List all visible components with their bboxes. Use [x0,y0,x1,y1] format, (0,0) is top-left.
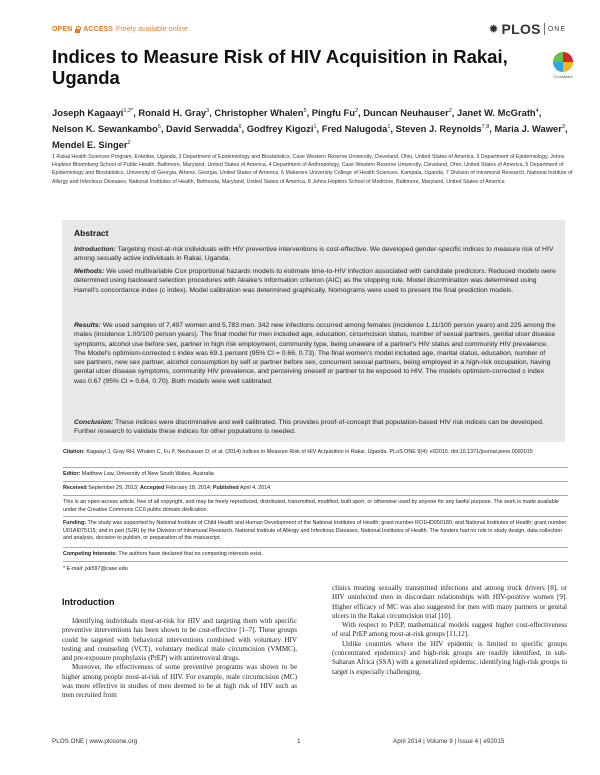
body-paragraph: Moreover, the effectiveness of some preventive programs was shown to be higher among people most-at-risk of HIV. For example, male circumcision (MC) was more effective in studies of men deemed to be at high risk of HIV such as men recruited from [62,663,297,700]
author-name-text: Joseph Kagaayi [52,107,124,119]
author-name [138,107,209,118]
freely-available-label: Freely available online [116,26,188,33]
author-name [247,123,317,134]
open-access-label: OPEN [52,26,73,33]
author-name [166,123,242,134]
article-title: Indices to Measure Risk of HIV Acquisition in Rakai, Uganda [52,46,508,88]
competing-text: The authors have declared that no competing interests exist. [118,551,263,557]
author-affiliation-marker: 6 [157,124,161,131]
author-name [322,123,391,134]
meta-divider [63,547,568,548]
abstract-heading: Abstract [74,228,109,238]
body-paragraph: clinics treating sexually transmitted infections and among truck drivers [8], or HIV uninfected men in discordant relationships with HIV-positive women [9]. Higher efficacy of MC was also suggested for men with many partners or genital ulcers in the Rakai circumcision trial [10]. [332,584,567,620]
author-affiliation-marker: 3 [206,108,210,114]
author-name-text: Christopher Whalen [214,107,304,119]
meta-divider [63,495,568,496]
author-name [52,107,133,118]
methods-text: We used multivariable Cox proportional hazards models to estimate time-to-HIV infection associated with candidate predictors. Reduced models were determined using backward selection procedures with Akaike's information criterion (AIC) as the stopping rule. Model discrimination was determined using Harrell's concordance index (c index). Model calibration was determined graphically. Nomograms were used to present the final prediction models. [74,268,556,294]
received-date: September 29, 2013; [88,485,139,491]
introduction-label: Introduction: [74,246,116,253]
author-name [396,123,490,134]
editor-text: Matthew Law, University of New South Wales, Australia [81,471,214,477]
plos-one-logo [488,21,566,37]
meta-divider [63,516,568,517]
author-affiliation-marker: 1 [313,124,317,131]
author-name-text: Godfrey Kigozi [246,123,314,135]
meta-divider [63,561,568,562]
author-name [457,107,539,118]
citation-label: Citation: [63,449,85,455]
author-name [52,139,131,150]
body-paragraph: Unlike countries where the HIV epidemic is limited to specific groups (concentrated epidemics) and high-risk groups are readily identified, in sub-Saharan Africa (SSA) with a generalized epidemic, identifying high-risk groups to target is especially challenging. [332,639,567,676]
competing-label: Competing Interests: [63,551,117,557]
crossmark-badge[interactable] [548,52,578,79]
abstract-introduction [74,245,556,264]
author-name-text: Ronald H. Gray [138,107,207,119]
results-text: We used samples of 7,497 women and 5,783 men. 342 new infections occurred among females (incidence 1.11/100 person years) and 225 among the males (incidence 1.00/100 person years). The final model for men included age, education, circumcision status, number of sexual partners, genital ulcer disease symptoms, alcohol use before sex, partner in high risk employment, community type, being unaware of a partner's HIV status and community HIV prevalence. The Model's optimism-corrected c index was 69.1 percent (95% CI = 0.66, 0.73). The final women's model included age, marital status, education, number of sex partners, new sex partner, alcohol consumption by self or partner before sex, concurrent sexual partners, being employed in a high-risk occupation, having genital ulcer disease symptoms, community HIV prevalence, and perceiving oneself or partner to be exposed to HIV. The models optimism-corrected c index was 0.67 (95% CI = 0.64, 0.70). Both models were well calibrated. [74,322,556,385]
abstract-conclusion [74,418,556,437]
author-name-text: Maria J. Wawer [494,123,562,135]
meta-divider [63,481,568,482]
author-name-text: Duncan Neuhauser [363,107,449,119]
introduction-text: Targeting most-at-risk individuals with HIV preventive interventions is cost-effective. We developed gender-specific indices to measure risk of HIV among sexually active individuals in Rakai, Uganda. [74,246,554,263]
author-name-text: Nelson K. Sewankambo [52,123,158,135]
abstract-box [62,220,565,442]
funding-text: The study was supported by National Institute of Child Health and Human Development of the National Institutes of Health; grant number RO1HD050180; and National Institutes of Health; grant number U01AI075115; and in part (SJR) by the Division of Intramural Research, National Institute of Allergy and Infectious Diseases, National Institutes of Health. The funders had no role in study design, data collection and analysis, decision to publish, or preparation of the manuscript. [63,520,567,541]
received-label: Received [63,485,87,491]
author-name-text: Mendel E. Singer [52,139,128,151]
open-access-banner [52,26,188,33]
author-affiliation-marker: 2 [127,140,131,147]
body-column-left [62,617,297,701]
author-affiliation-marker: 6 [238,124,242,131]
published-label: Published [212,485,239,491]
license: This is an open-access article, free of all copyright, and may be freely reproduced, distributed, transmitted, modified, built upon, or otherwise used by anyone for any lawful purpose. The work is made available under the Creative Commons CC0 public domain dedication. [63,499,559,513]
crossmark-icon [553,52,573,72]
editor-label: Editor: [63,471,81,477]
dates [63,485,568,493]
author-affiliation-marker: 5 [303,108,307,114]
body-paragraph: Identifying individuals most-at-risk for HIV and targeting them with specific preventive interventions has been shown to be cost-effective [1–7]. These groups could be targeted with behavioral interventions combined with voluntary HIV testing and counseling (VCT), voluntary medical male circumcision (VMMC), and pre-exposure prophylaxis (PrEP) with antiretroviral drugs. [62,617,297,663]
author-name [214,107,306,118]
page-number: 1 [297,738,301,745]
funding-label: Funding: [63,520,87,526]
accepted-label: Accepted [140,485,165,491]
author-name [52,123,161,134]
plos-brand: PLOS [501,21,541,37]
footer-journal: PLOS ONE | www.plosone.org [52,738,138,745]
author-affiliation-marker: 3 [561,124,565,131]
author-affiliation-marker: 2 [355,108,359,114]
body-paragraph: With respect to PrEP, mathematical models suggest higher cost-effectiveness of oral PrEP among most-at-risk groups [11,12]. [332,621,567,639]
meta-divider [63,467,568,468]
conclusion-text: These indices were discriminative and well calibrated. This provides proof-of-concept that population-based HIV risk indices can be developed. Further research to validate these indices for other populations is needed. [74,419,544,436]
open-lock-icon [75,26,80,33]
citation-text: Kagaayi J, Gray RH, Whalen C, Fu P, Neuhauser D, et al. (2014) Indices to Measure Risk of HIV Acquisition in Rakai, Uganda. PLoS ONE 9(4): e92015. doi:10.1371/journal.pone.0092015 [86,449,533,455]
accepted-date: February 18, 2014; [165,485,212,491]
abstract-methods [74,267,556,295]
citation [63,449,568,457]
author-name-text: Janet W. McGrath [457,107,536,119]
email[interactable]: * E-mail: jxk597@case.edu [63,566,128,572]
author-name [363,107,452,118]
body-column-right [332,584,567,677]
author-name [312,107,358,118]
abstract-results [74,321,556,386]
author-affiliation-marker: 2 [448,108,452,114]
methods-label: Methods: [74,268,105,275]
editor [63,471,568,479]
author-affiliation-marker: 7,8 [481,124,490,131]
logo-divider [544,23,545,35]
funding [63,520,568,543]
introduction-heading: Introduction [62,597,115,607]
author-affiliation-marker: 1 [387,124,391,131]
author-name [494,123,564,134]
results-label: Results: [74,322,101,329]
crossmark-label: CrossMark [553,74,573,79]
footer-issue: April 2014 | Volume 9 | Issue 4 | e92015 [393,738,505,745]
author-affiliation-marker: 1,2* [123,108,134,114]
author-name-text: David Serwadda [166,123,239,135]
published-date: April 4, 2014 [239,485,271,491]
affiliations: 1 Rakai Health Sciences Program, Entebbe, Uganda, 2 Department of Epidemiology and Biostatistics, Case Western Reserve University, Cleveland, Ohio, United States of America, 3 Department of Epidemiology, Johns Hopkins Bloomberg School of Public Health, Baltimore, Maryland, United States of America, 4 Department of Anthropology, Case Western Reserve University, Cleveland, Ohio, United States of America, 5 Department of Epidemiology and Biostatistics, University of Georgia, Athens, Georgia, United States of America, 6 Makerere University College of Health Sciences, Kampala, Uganda, 7 Division of Intramural Research, National Institute of Allergy and Infectious Diseases, National Institutes of Health, Bethesda, Maryland, United States of America, 8 Johns Hopkins School of Medicine, Baltimore, Maryland, United States of America [52,154,573,185]
conclusion-label: Conclusion: [74,419,114,426]
author-list: Joseph Kagaayi$^{1,2*}$, Ronald H. Gray$^3$, Christopher Whalen$^5$, Pingfu Fu$^2$, Duncan Neuhauser$^2$, Janet W. McGrath$^4$, Nelson K. Sewankambo$^6$, David Serwadda$^6$, Godfrey Kigozi$^1$, Fred Nalugoda$^1$, Steven J. Reynolds$^{7,8}$, Maria J. Wawer$^3$, Mendel E. Singer$^2$ [52,107,568,151]
author-affiliation-marker: 4 [535,108,539,114]
competing-interests [63,551,568,559]
plos-star-icon: ✹ [488,22,499,36]
author-name-text: Pingfu Fu [311,107,355,119]
plos-one-label: ONE [547,25,566,33]
access-label: ACCESS [83,26,114,33]
author-name-text: Steven J. Reynolds [395,123,482,135]
author-name-text: Fred Nalugoda [321,123,388,135]
